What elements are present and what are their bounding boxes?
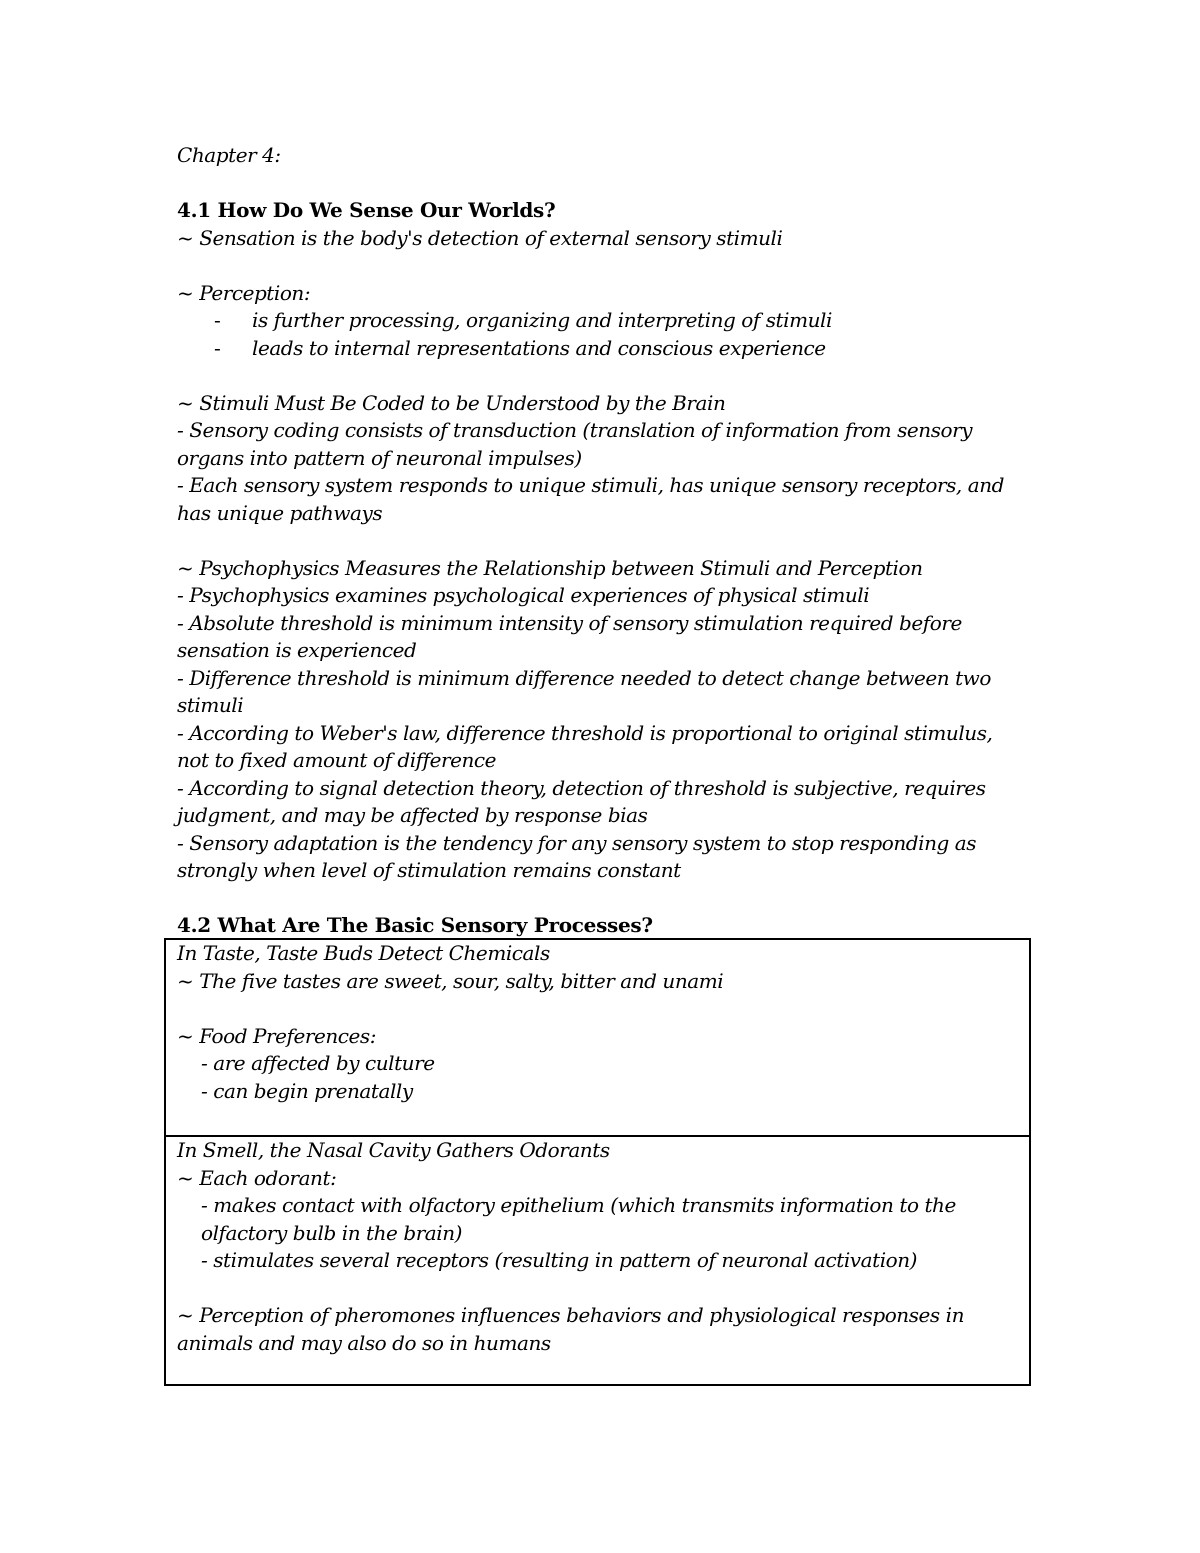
psychophysics-line: - Difference threshold is minimum difference needed to detect change between two (177, 665, 991, 690)
psychophysics-line: not to fixed amount of difference (177, 748, 497, 772)
five-tastes: ~ The five tastes are sweet, sour, salty, bitter and unami (177, 968, 724, 993)
coding-line: has unique pathways (177, 500, 383, 525)
sensation-definition: ~ Sensation is the body's detection of external sensory stimuli (177, 225, 783, 250)
chapter-title: Chapter 4: (177, 143, 281, 167)
coding-line: - Each sensory system responds to unique stimuli, has unique sensory receptors, and (177, 473, 1005, 497)
taste-title: In Taste, Taste Buds Detect Chemicals (177, 941, 550, 965)
odorant-line: - makes contact with olfactory epithelium (which transmits information to the (201, 1193, 956, 1217)
psychophysics-line: - According to signal detection theory, detection of threshold is subjective, requires (177, 775, 986, 800)
perception-item: - leads to internal representations and conscious experience (214, 335, 826, 360)
psychophysics-line: - Sensory adaptation is the tendency for any sensory system to stop responding as (177, 830, 977, 855)
psychophysics-line: sensation is experienced (177, 638, 417, 662)
section-2-heading: 4.2 What Are The Basic Sensory Processes? (177, 913, 653, 937)
perception-label: ~ Perception: (177, 280, 311, 305)
document-page (177, 142, 1037, 940)
odorant-line: olfactory bulb in the brain) (201, 1220, 463, 1245)
coding-line: organs into pattern of neuronal impulses) (177, 445, 582, 470)
pheromones-line: ~ Perception of pheromones influences behaviors and physiological responses in (177, 1303, 965, 1327)
section-1-heading: 4.1 How Do We Sense Our Worlds? (177, 198, 556, 222)
psychophysics-line: judgment, and may be affected by response bias (177, 803, 648, 827)
psychophysics-title: ~ Psychophysics Measures the Relationship between Stimuli and Perception (177, 555, 923, 580)
psychophysics-line: - According to Weber's law, difference threshold is proportional to original stimulus, (177, 720, 993, 745)
food-preference-item: - are affected by culture (201, 1051, 435, 1075)
pheromones-line: animals and may also do so in humans (177, 1330, 551, 1355)
psychophysics-line: - Absolute threshold is minimum intensity of sensory stimulation required before (177, 610, 962, 635)
psychophysics-line: - Psychophysics examines psychological experiences of physical stimuli (177, 583, 870, 607)
food-preferences-label: ~ Food Preferences: (177, 1023, 376, 1048)
coding-line: - Sensory coding consists of transduction (translation of information from sensory (177, 418, 973, 442)
perception-item: - is further processing, organizing and interpreting of stimuli (214, 308, 832, 332)
odorant-label: ~ Each odorant: (177, 1165, 337, 1190)
smell-box (164, 1135, 1031, 1386)
psychophysics-line: strongly when level of stimulation remains constant (177, 858, 681, 882)
taste-box (164, 938, 1031, 1137)
food-preference-item: - can begin prenatally (201, 1078, 413, 1103)
smell-title: In Smell, the Nasal Cavity Gathers Odorants (177, 1138, 610, 1162)
psychophysics-line: stimuli (177, 693, 244, 717)
coding-title: ~ Stimuli Must Be Coded to be Understood by the Brain (177, 390, 726, 415)
odorant-line: - stimulates several receptors (resulting in pattern of neuronal activation) (201, 1248, 918, 1272)
